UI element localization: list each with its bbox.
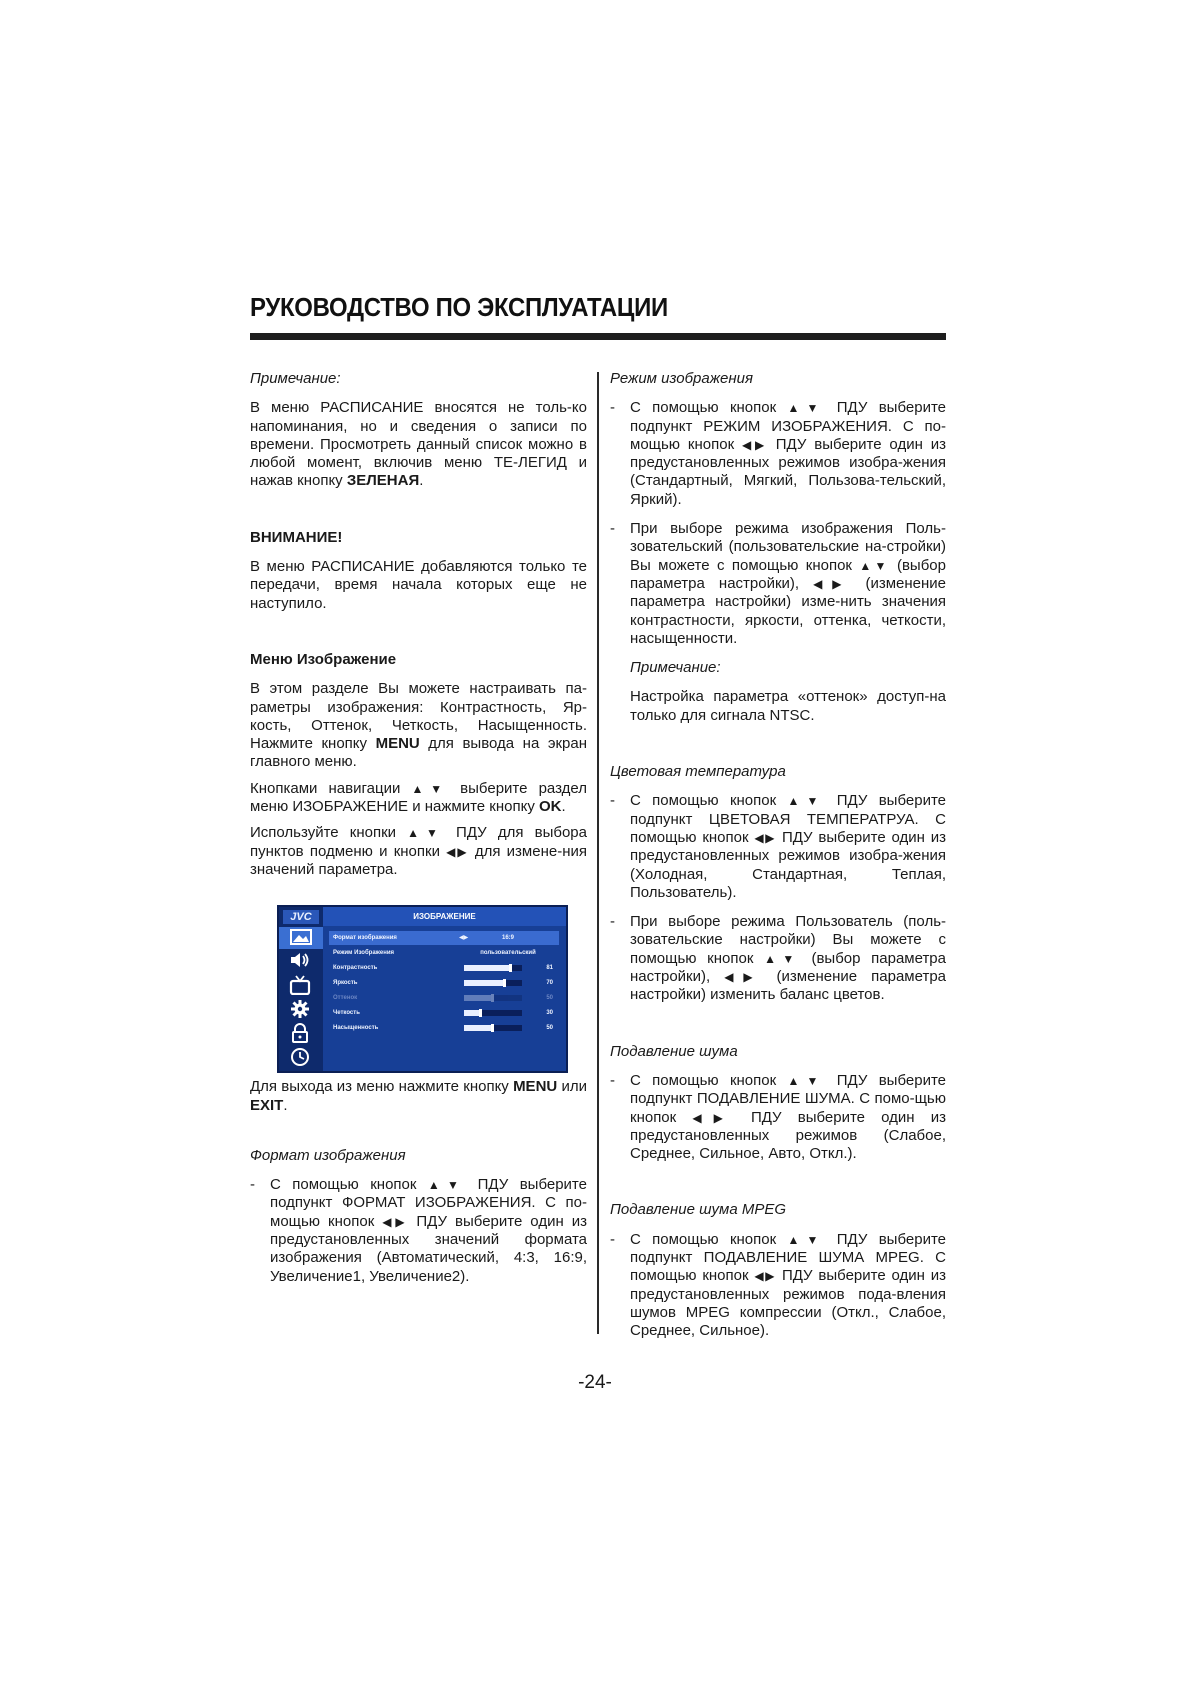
column-divider <box>597 372 599 1334</box>
left-column <box>250 370 587 1286</box>
tv-menu-row-saturation[interactable] <box>329 1021 559 1035</box>
updown-arrows-icon: ▲▼ <box>787 401 826 416</box>
sound-icon <box>288 951 312 973</box>
row-label: Формат изображения <box>333 935 397 941</box>
leftright-arrows-icon: ◀▶ <box>813 576 852 591</box>
tv-menu-row-format[interactable] <box>329 931 559 945</box>
format-text-3: ПДУ выберите один из предустановленных значений формата изображения (Автоматический, 4:3, 16:9, Увеличение1, Увеличение2). <box>270 1212 587 1285</box>
level-knob <box>479 1009 482 1017</box>
menu-p1-text: В этом разделе Вы можете настраивать па-раметры изображения: Контрастность, Яр-кость, Оттенок, Четкость, Насыщенность. Нажмите кнопку <box>250 680 587 753</box>
level-knob <box>509 964 512 972</box>
mpeg-item <box>610 1231 946 1341</box>
dash-marker: - <box>610 792 615 810</box>
dash-marker: - <box>610 520 615 538</box>
exit-or: или <box>557 1078 587 1096</box>
menu-p2-end: . <box>561 798 566 816</box>
updown-arrows-icon: ▲▼ <box>764 951 801 966</box>
lock-icon <box>288 1023 312 1047</box>
note-paragraph <box>250 399 587 490</box>
mode-2-text-3: (изменение параметра настройки) изме-нить значения контрастности, яркости, оттенка, четкости, насыщенности. <box>630 574 946 647</box>
warning-title: ВНИМАНИЕ! <box>250 528 343 546</box>
temp-1-text-3: ПДУ выберите один из предустановленных режимов изобра-жения (Холодная, Стандартная, Теплая, Пользователь). <box>630 828 946 901</box>
leftright-arrows-icon: ◀▶ <box>446 844 469 859</box>
right-column <box>610 370 946 1340</box>
tv-menu-row-tint <box>329 991 559 1005</box>
mode-1-text-3: ПДУ выберите один из предустановленных режимов изобра-жения (Стандартный, Мягкий, Пользова-тельский, Яркий). <box>630 435 946 508</box>
temp-2-text: При выборе режима Пользователь (поль-зовательские настройки) Вы можете с помощью кнопок <box>630 913 946 967</box>
clock-icon <box>288 1047 312 1071</box>
level-bar <box>464 980 522 986</box>
menu-p3-text: Используйте кнопки <box>250 824 408 842</box>
picture-icon <box>279 927 323 949</box>
format-item <box>250 1176 587 1286</box>
level-fill <box>464 995 493 1001</box>
dash-marker: - <box>610 399 615 417</box>
leftright-arrows-icon: ◀▶ <box>692 1110 735 1125</box>
row-value: пользовательский <box>480 950 536 956</box>
row-label: Яркость <box>333 980 358 986</box>
exit-paragraph <box>250 1078 587 1115</box>
row-value: 50 <box>546 995 553 1001</box>
tv-menu-row-brightness[interactable] <box>329 976 559 990</box>
menu-p2-text-2: выберите раздел меню ИЗОБРАЖЕНИЕ и нажмите кнопку <box>250 779 587 816</box>
level-knob <box>491 994 494 1002</box>
updown-arrows-icon: ▲▼ <box>407 826 445 841</box>
dash-marker: - <box>250 1176 255 1194</box>
title-rule <box>250 333 946 340</box>
note-title: Примечание: <box>250 370 341 387</box>
row-value: 50 <box>546 1025 553 1031</box>
mode-note-text: Настройка параметра «оттенок» доступ-на только для сигнала NTSC. <box>630 688 946 724</box>
leftright-arrows-icon: ◀▶ <box>382 1214 409 1229</box>
level-fill <box>464 965 511 971</box>
mpeg-title: Подавление шума MPEG <box>610 1201 787 1219</box>
row-value: 70 <box>546 980 553 986</box>
menu-p3-text-2: ПДУ для выбора пунктов подменю и кнопки <box>250 824 587 860</box>
menu-paragraph-3 <box>250 824 587 879</box>
temp-title: Цветовая температура <box>610 763 786 781</box>
menu-section-title: Меню Изображение <box>250 650 397 668</box>
mode-2-text-2: (выбор параметра настройки), <box>630 556 946 592</box>
row-value: 30 <box>546 1010 553 1016</box>
menu-p1-end: для вывода на экран главного меню. <box>250 735 588 771</box>
level-knob <box>503 979 506 987</box>
updown-arrows-icon: ▲▼ <box>411 781 450 796</box>
tv-picture-menu-screenshot <box>277 905 568 1073</box>
format-text: С помощью кнопок <box>270 1176 428 1194</box>
mpeg-text-3: ПДУ выберите один из предустановленных режимов пода-вления шумов MPEG компрессии (Откл., Слабое, Среднее, Сильное). <box>630 1267 946 1340</box>
note-text: В меню РАСПИСАНИЕ вносятся не толь-ко напоминания, но и сведения о записи по времени. Просмотреть данный список можно в любой момент, включив меню ТЕ-ЛЕГИД и нажав кнопку <box>250 399 587 490</box>
menu-paragraph-1 <box>250 680 587 771</box>
mode-1-text: С помощью кнопок <box>630 399 788 417</box>
mpeg-text: С помощью кнопок <box>630 1230 788 1248</box>
menu-p3-end: для измене-ния значений параметра. <box>250 842 587 878</box>
tv-menu-row-sharpness[interactable] <box>329 1006 559 1020</box>
noise-item <box>610 1072 946 1163</box>
page-title: РУКОВОДСТВО ПО ЭКСПЛУАТАЦИИ <box>250 292 668 322</box>
level-fill <box>464 980 505 986</box>
noise-text-2: ПДУ выберите подпункт ПОДАВЛЕНИЕ ШУМА. С помо-щью кнопок <box>630 1071 946 1126</box>
updown-arrows-icon: ▲▼ <box>859 558 890 573</box>
row-label: Оттенок <box>333 995 358 1001</box>
format-text-2: ПДУ выберите подпункт ФОРМАТ ИЗОБРАЖЕНИЯ. С по-мощью кнопок <box>270 1176 587 1230</box>
leftright-arrows-icon: ◀▶ <box>754 1269 777 1284</box>
tv-menu-row-mode[interactable] <box>329 946 559 960</box>
level-bar <box>464 965 522 971</box>
note-end: . <box>419 472 424 490</box>
leftright-arrows-icon: ◀▶ <box>754 830 777 845</box>
mode-1-text-2: ПДУ выберите подпункт РЕЖИМ ИЗОБРАЖЕНИЯ. С по-мощью кнопок <box>630 399 946 453</box>
tv-menu-header: ИЗОБРАЖЕНИЕ <box>323 907 566 926</box>
level-knob <box>491 1024 494 1032</box>
updown-arrows-icon: ▲▼ <box>427 1178 467 1193</box>
level-bar <box>464 995 522 1001</box>
temp-item-2 <box>610 913 946 1004</box>
dash-marker: - <box>610 1230 615 1248</box>
temp-1-text-2: ПДУ выберите подпункт ЦВЕТОВАЯ ТЕМПЕРАТРУА. С помощью кнопок <box>630 792 946 846</box>
ok-key: OK <box>539 798 562 816</box>
tv-menu-sidebar <box>279 907 323 1071</box>
tv-icon <box>288 975 312 999</box>
updown-arrows-icon: ▲▼ <box>787 1232 826 1247</box>
temp-2-text-3: (изменение параметра настройки) изменить баланс цветов. <box>630 968 946 1004</box>
exit-menu-key: MENU <box>513 1078 558 1096</box>
temp-2-text-2: (выбор параметра настройки), <box>630 949 946 986</box>
level-bar <box>464 1010 522 1016</box>
level-bar <box>464 1025 522 1031</box>
menu-paragraph-2 <box>250 780 587 817</box>
row-label: Контрастность <box>333 965 378 971</box>
jvc-logo: JVC <box>283 910 319 924</box>
level-fill <box>464 1025 493 1031</box>
warning-text: В меню РАСПИСАНИЕ добавляются только те передачи, время начала которых еще не наступило. <box>250 558 587 612</box>
exit-text: Для выхода из меню нажмите кнопку <box>250 1078 514 1096</box>
tv-menu-row-contrast[interactable] <box>329 961 559 975</box>
temp-item-1 <box>610 792 946 902</box>
mode-note-title: Примечание: <box>630 659 721 677</box>
updown-arrows-icon: ▲▼ <box>787 794 826 809</box>
mode-item-1 <box>610 399 946 509</box>
updown-arrows-icon: ▲▼ <box>787 1073 826 1088</box>
mode-title: Режим изображения <box>610 370 754 387</box>
dash-marker: - <box>610 1071 615 1089</box>
row-label: Режим Изображения <box>333 950 395 956</box>
mpeg-text-2: ПДУ выберите подпункт ПОДАВЛЕНИЕ ШУМА MPEG. С помощью кнопок <box>630 1230 946 1285</box>
exit-key: EXIT <box>250 1096 284 1114</box>
noise-text: С помощью кнопок <box>630 1071 788 1089</box>
row-label: Четкость <box>333 1010 360 1016</box>
leftright-arrows-icon: ◀▶ <box>742 437 768 452</box>
menu-key: MENU <box>375 735 420 753</box>
mode-2-text: При выборе режима изображения Поль-зовательский (пользовательские на-стройки) Вы можете с помощью кнопок <box>630 520 946 574</box>
gear-icon <box>288 999 312 1023</box>
leftright-arrows-icon: ◀▶ <box>724 970 763 985</box>
dash-marker: - <box>610 913 615 931</box>
exit-end: . <box>283 1096 288 1114</box>
row-value: 81 <box>546 965 553 971</box>
menu-p2-text: Кнопками навигации <box>250 779 412 797</box>
format-title: Формат изображения <box>250 1146 406 1164</box>
mode-item-2 <box>610 520 946 648</box>
temp-1-text: С помощью кнопок <box>630 792 788 810</box>
row-label: Насыщенность <box>333 1025 379 1031</box>
note-green-key: ЗЕЛЕНАЯ <box>346 472 420 490</box>
noise-title: Подавление шума <box>610 1042 738 1060</box>
arrow-left-icon: ◀▶ <box>459 935 469 941</box>
page-number: -24- <box>578 1372 612 1393</box>
row-value: 16:9 <box>501 935 514 941</box>
noise-text-3: ПДУ выберите один из предустановленных режимов (Слабое, Среднее, Сильное, Авто, Откл.). <box>630 1108 946 1163</box>
